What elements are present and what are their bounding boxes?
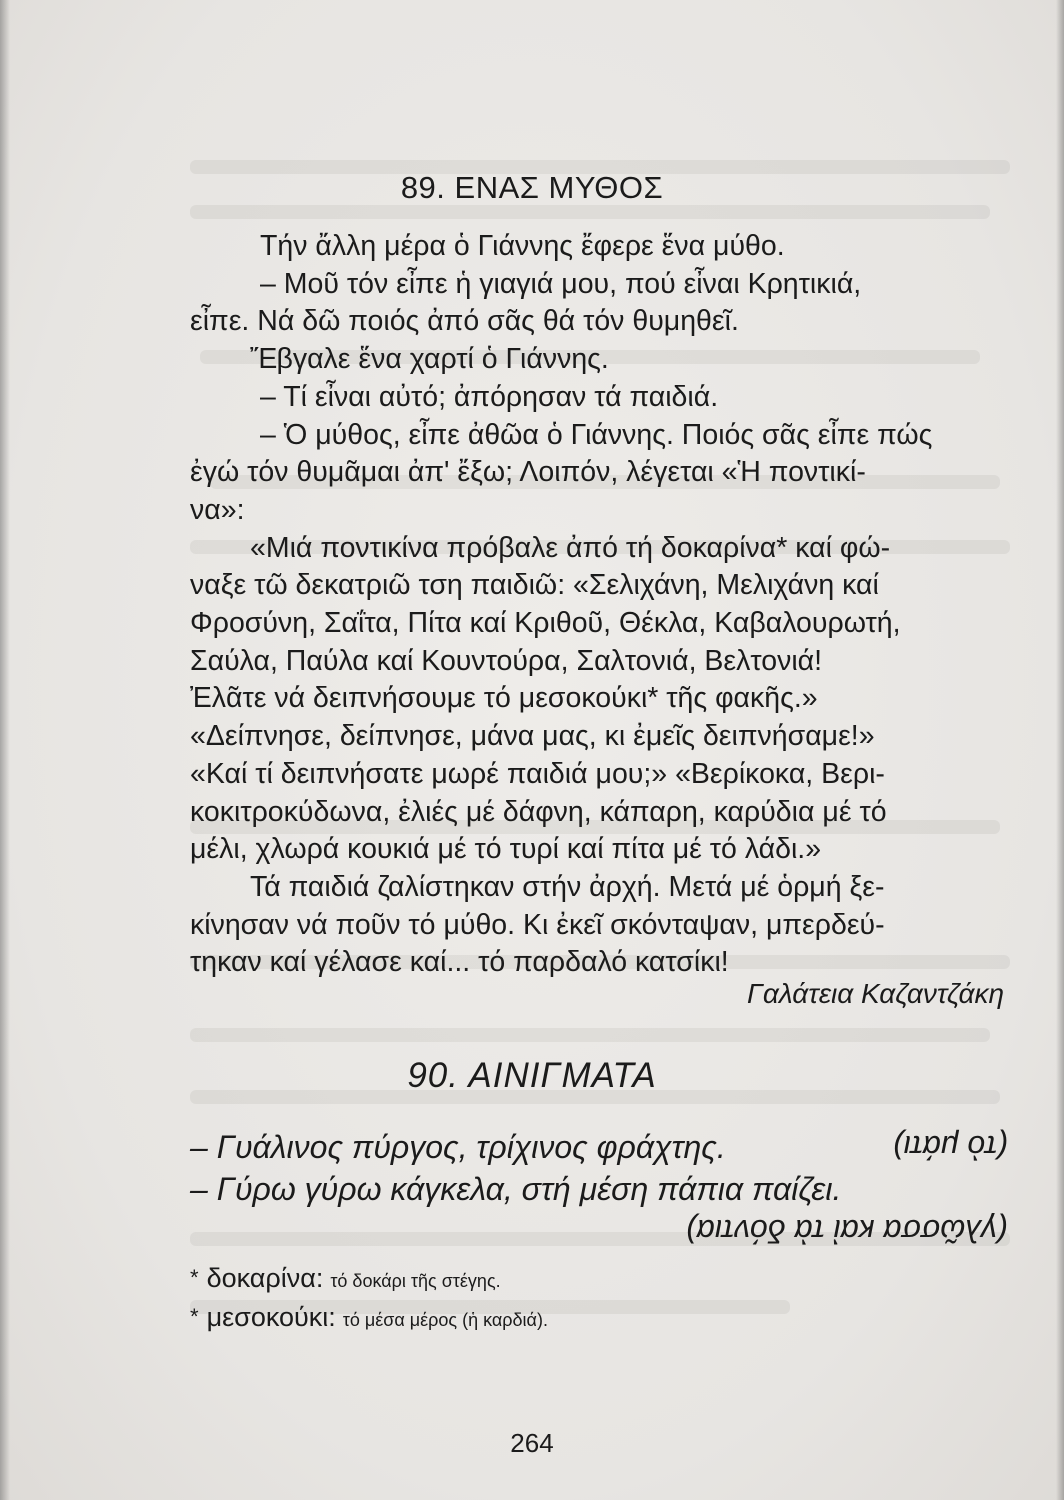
text-line: Ἔβγαλε ἕνα χαρτί ὁ Γιάννης. (250, 343, 609, 376)
riddle-row (190, 1126, 1008, 1168)
text-line: ναξε τῶ δεκατριῶ τση παιδιῶ: «Σελιχάνη, Μελιχάνη καί (190, 569, 879, 602)
page-number: 264 (510, 1428, 554, 1458)
author-signature: Γαλάτεια Καζαντζάκη (746, 978, 1004, 1009)
text-line: – Μοῦ τόν εἶπε ἡ γιαγιά μου, πού εἶναι Κρητικιά, (260, 267, 862, 300)
text-line: Ἐλᾶτε νά δειπνήσουμε τό μεσοκούκι* τῆς φακῆς.» (190, 682, 818, 715)
footnote (190, 1260, 548, 1299)
riddle-answer-upside-down: (τὸ μάτι) (893, 1129, 1008, 1165)
text-line: Τήν ἄλλη μέρα ὁ Γιάννης ἔφερε ἕνα μύθο. (260, 230, 785, 262)
riddles-block (190, 1126, 1008, 1252)
text-line: τηκαν καί γέλασε καί... τό παρδαλό κατσίκι! (190, 946, 729, 979)
footnote-marker: * (190, 1265, 199, 1290)
page-right-edge (1056, 0, 1064, 1500)
text-line: Σαύλα, Παύλα καί Κουντούρα, Σαλτονιά, Βελτονιά! (190, 644, 823, 677)
riddle-answer-upside-down: (γλῶσσα καὶ τὰ δόντια) (686, 1213, 1008, 1249)
text-line: – Τί εἶναι αὐτό; ἀπόρησαν τά παιδιά. (260, 380, 719, 413)
text-line: κίνησαν νά ποῦν τό μύθο. Κι ἐκεῖ σκόνταψαν, μπερδεύ- (190, 908, 885, 941)
footnotes (190, 1260, 548, 1338)
text-line: – Ὁ μύθος, εἶπε ἀθῶα ὁ Γιάννης. Ποιός σᾶς εἶπε πώς (260, 418, 933, 451)
footnote (190, 1299, 548, 1338)
text-line: να»: (190, 493, 245, 526)
text-line: «Μιά ποντικίνα πρόβαλε ἀπό τή δοκαρίνα* καί φώ- (250, 531, 891, 564)
riddle-text: – Γυάλινος πύργος, τρίχινος φράχτης. (190, 1129, 726, 1165)
footnote-definition: τό δοκάρι τῆς στέγης. (330, 1271, 501, 1291)
text-line: Τά παιδιά ζαλίστηκαν στήν ἀρχή. Μετά μέ ὁρμή ξε- (250, 870, 885, 903)
section-90-title: 90. ΑΙΝΙΓΜΑΤΑ (407, 1056, 657, 1095)
riddle-text: – Γύρω γύρω κάγκελα, στή μέση πάπια παίζει. (190, 1171, 842, 1207)
riddle-row (190, 1168, 1008, 1210)
text-line: μέλι, χλωρά κουκιά μέ τό τυρί καί πίτα μέ τό λάδι.» (190, 833, 822, 866)
text-line: κοκιτροκύδωνα, ἐλιές μέ δάφνη, κάπαρη, καρύδια μέ τό (190, 795, 887, 828)
footnote-term: μεσοκούκι: (206, 1302, 336, 1332)
section-89-title: 89. ΕΝΑΣ ΜΥΘΟΣ (400, 170, 664, 205)
riddle-answer-row (190, 1210, 1008, 1252)
footnote-term: δοκαρίνα: (206, 1263, 324, 1293)
text-line: Φροσύνη, Σαΐτα, Πίτα καί Κριθοῦ, Θέκλα, Καβαλουρωτή, (190, 607, 901, 640)
text-line: «Καί τί δειπνήσατε μωρέ παιδιά μου;» «Βερίκοκα, Βερι- (190, 757, 885, 790)
footnote-marker: * (190, 1304, 199, 1329)
text-line: εἶπε. Νά δῶ ποιός ἀπό σᾶς θά τόν θυμηθεῖ. (190, 305, 739, 338)
footnote-definition: τό μέσα μέρος (ἡ καρδιά). (342, 1310, 548, 1330)
text-line: «Δείπνησε, δείπνησε, μάνα μας, κι ἐμεῖς δειπνήσαμε!» (190, 720, 875, 753)
section-89-body (190, 228, 1010, 982)
text-line: ἐγώ τόν θυμᾶμαι ἀπ' ἔξω; Λοιπόν, λέγεται «Ἡ ποντικί- (190, 456, 866, 489)
page-left-edge (0, 0, 10, 1500)
